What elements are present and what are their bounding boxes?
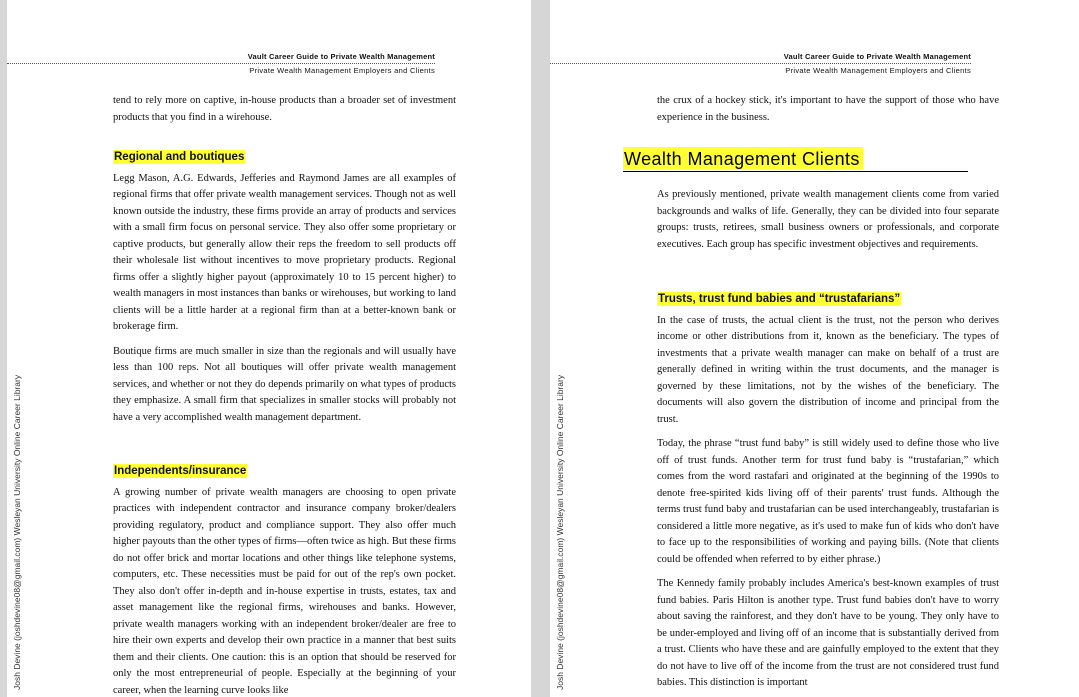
trusts-paragraph: In the case of trusts, the actual client is the trust, not the person who derives income or other distributions from it, known as the beneficiary. The types of investments that a private wealth manager can make on behalf of a trust are generally defined in writing within the trust documents, and the manager is governed by these limitations, not by the wishes of the beneficiary. The documents will also govern the distribution of income and principal from the trust. xyxy=(657,314,999,425)
right-page xyxy=(550,0,1079,697)
left-intro xyxy=(113,93,456,134)
left-regional-section xyxy=(113,150,456,434)
heading-wealth-management-clients: Wealth Management Clients xyxy=(623,147,863,170)
right-trusts-section xyxy=(657,292,999,697)
clients-paragraph: As previously mentioned, private wealth management clients come from varied backgrounds and walks of life. Generally, they can be divided into four separate groups: trusts, retirees, small business owners or professionals, and corporate executives. Each group has specific investment objectives and requirements. xyxy=(657,189,999,250)
right-clients-section xyxy=(657,187,999,261)
side-watermark-text: Josh Devine (joshdevine08@gmail.com) Wesleyan University Online Career Library xyxy=(555,374,565,690)
header-title: Vault Career Guide to Private Wealth Management xyxy=(247,52,435,61)
right-intro xyxy=(657,93,999,134)
heading-underline xyxy=(623,171,968,172)
side-watermark-text: Josh Devine (joshdevine08@gmail.com) Wesleyan University Online Career Library xyxy=(12,374,22,690)
side-watermark xyxy=(550,0,580,697)
left-independents-section xyxy=(113,464,456,697)
running-header xyxy=(550,52,1079,76)
heading-trusts: Trusts, trust fund babies and “trustafarians” xyxy=(658,293,901,305)
left-page xyxy=(7,0,531,697)
header-rule xyxy=(550,63,971,64)
left-intro-text: tend to rely more on captive, in-house products than a broader set of investment products that you find in a wirehouse. xyxy=(113,95,456,123)
header-title: Vault Career Guide to Private Wealth Management xyxy=(783,52,971,61)
header-subtitle: Private Wealth Management Employers and Clients xyxy=(785,66,971,75)
boutique-paragraph: Boutique firms are much smaller in size than the regionals and will usually have less than 100 reps. Not all boutiques will offer private wealth management services, and whether or not they do depends primarily on what types of products they emphasize. A small firm that specializes in smaller stocks will probably not have a very accomplished wealth management department. xyxy=(113,345,456,423)
side-watermark xyxy=(7,0,37,697)
today-paragraph: Today, the phrase “trust fund baby” is still widely used to define those who live off of trust funds. Another term for trust fund baby is “trustafarian,” which comes from the word rastafari and originated at the beginning of the 1990s to denote free-spirited kids living off of their parents' trust funds. Although the terms trust fund baby and trustafarian can be used interchangeably, trustafarian is considered a little more negative, as it's used to make fun of kids who don't have to face up to the responsibilities of working and paying bills. (Note that clients could be offended when referred to by either phrase.) xyxy=(657,438,999,565)
running-header xyxy=(7,52,531,76)
header-rule xyxy=(7,63,435,64)
kennedy-paragraph: The Kennedy family probably includes America's best-known examples of trust fund babies. Paris Hilton is another type. Trust fund babies don't have to worry about saving the rainforest, and they don't have to be young. They only have to be under-employed and living off of an income that is substantially derived from a trust. Clients who have these and are gainfully employed to the extent that they do not have to live off of the income from the trust are not considered trust fund babies. This distinction is important xyxy=(657,578,999,688)
heading-regional: Regional and boutiques xyxy=(114,151,245,163)
regional-paragraph: Legg Mason, A.G. Edwards, Jefferies and Raymond James are all examples of regional firms that offer private wealth management services. Though not as well known outside the industry, these firms provide an array of products and services with a small firm focus on personal service. They also offer some proprietary or captive products, but generally allow their reps the freedom to sell products off their wholesale list without incentives to move proprietary products. Regional firms offer a slightly higher payout (approximately 10 to 15 percent higher) to wealth managers in most instances than banks or wirehouses, but working to land clients will be a little harder at a regional firm than at a better-known bank or brokerage firm. xyxy=(113,172,456,332)
header-subtitle: Private Wealth Management Employers and Clients xyxy=(249,66,435,75)
heading-independents: Independents/insurance xyxy=(114,465,247,477)
clients-heading-block xyxy=(623,147,973,172)
independents-paragraph: A growing number of private wealth managers are choosing to open private practices with independent contractor and insurance company broker/dealers providing regulatory, product and compliance support. They also offer much higher payouts than the other types of firms—often twice as high. But these firms do not offer brick and mortar locations and other things like telephone systems, computers, etc. These necessities must be paid for out of the rep's own pocket. They also don't offer in-depth and in-house expertise in trusts, estates, tax and asset management like the regional firms, wirehouses and banks. However, private wealth managers working with an independent broker/dealer are free to hire their own experts and develop their own practice in a manner that best suits them and their clients. One caution: this is an option that should be reserved for only the most entrepreneurial of people. Especially at the beginning of your career, when the learning curve looks like xyxy=(113,486,456,696)
right-intro-text: the crux of a hockey stick, it's important to have the support of those who have experience in the business. xyxy=(657,95,999,123)
